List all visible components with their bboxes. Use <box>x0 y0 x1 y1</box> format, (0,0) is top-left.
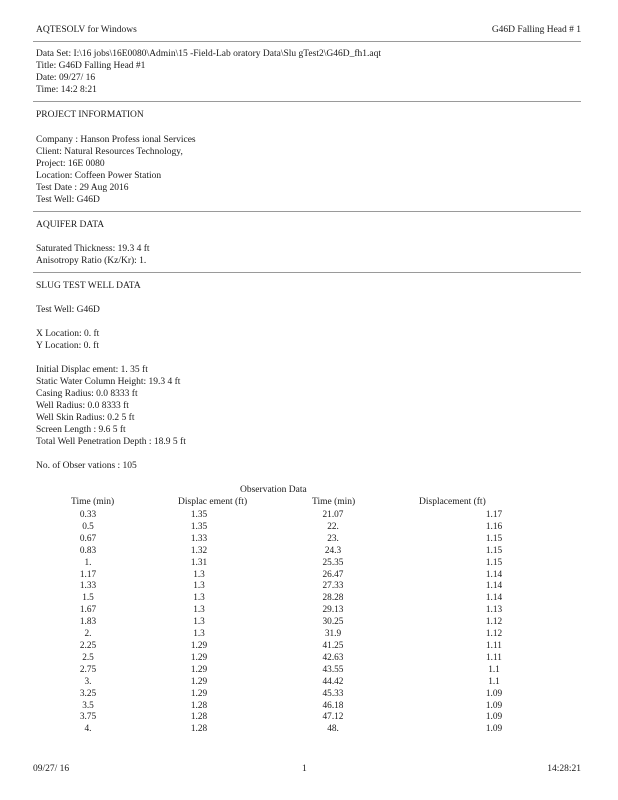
table-cell: 1.14 <box>485 569 503 580</box>
table-cell: 0.83 <box>79 545 97 556</box>
saturated-thickness: Saturated Thickness: 19.3 4 ft <box>36 244 150 254</box>
table-cell: 1.15 <box>485 533 503 544</box>
table-cell: 1.09 <box>485 688 503 699</box>
table-cell: 1.28 <box>190 712 208 723</box>
table-cell: 1.3 <box>193 605 205 616</box>
total-well-penetration-depth: Total Well Penetration Depth : 18.9 5 ft <box>36 437 186 447</box>
table-cell: 1.09 <box>485 712 503 723</box>
table-cell: 47.12 <box>322 712 344 723</box>
table-cell: 1.33 <box>190 533 208 544</box>
table-row <box>36 522 580 534</box>
observation-table <box>36 510 580 736</box>
section-title-slug-test-well: SLUG TEST WELL DATA <box>36 281 141 291</box>
table-cell: 1.67 <box>79 605 97 616</box>
table-cell: 1.15 <box>485 557 503 568</box>
table-cell: 24.3 <box>324 545 342 556</box>
table-cell: 41.25 <box>322 640 344 651</box>
table-cell: 27.33 <box>322 581 344 592</box>
column-header: Displacement (ft) <box>419 497 486 507</box>
table-row <box>36 558 580 570</box>
section-title-aquifer: AQUIFER DATA <box>36 220 105 230</box>
observation-table-title: Observation Data <box>240 485 307 495</box>
data-set-path: Data Set: I:\16 jobs\16E0080\Admin\15 -Field-Lab oratory Data\Slu gTest2\G46D_fh1.aqt <box>36 49 381 59</box>
table-cell: 1.29 <box>190 652 208 663</box>
section-title-project: PROJECT INFORMATION <box>36 110 144 120</box>
table-cell: 2. <box>84 629 92 640</box>
table-cell: 1.35 <box>190 521 208 532</box>
test-well: Test Well: G46D <box>36 195 100 205</box>
table-cell: 1.14 <box>485 581 503 592</box>
table-cell: 42.63 <box>322 652 344 663</box>
table-cell: 0.5 <box>82 521 94 532</box>
table-cell: 1.12 <box>485 617 503 628</box>
anisotropy-ratio: Anisotropy Ratio (Kz/Kr): 1. <box>36 256 147 266</box>
divider <box>33 101 581 102</box>
static-water-column-height: Static Water Column Height: 19.3 4 ft <box>36 377 181 387</box>
table-cell: 1.11 <box>486 652 502 663</box>
number-of-observations: No. of Obser vations : 105 <box>36 461 137 471</box>
table-row <box>36 546 580 558</box>
table-cell: 44.42 <box>322 676 344 687</box>
table-cell: 1.29 <box>190 664 208 675</box>
table-cell: 3.75 <box>79 712 97 723</box>
table-row <box>36 510 580 522</box>
table-cell: 4. <box>84 724 92 735</box>
table-cell: 2.5 <box>82 652 94 663</box>
table-row <box>36 641 580 653</box>
screen-length: Screen Length : 9.6 5 ft <box>36 425 126 435</box>
table-row <box>36 712 580 724</box>
table-cell: 1.15 <box>485 545 503 556</box>
table-cell: 1.32 <box>190 545 208 556</box>
table-cell: 1.14 <box>485 593 503 604</box>
table-row <box>36 581 580 593</box>
table-cell: 1.1 <box>488 664 500 675</box>
table-row <box>36 677 580 689</box>
table-cell: 31.9 <box>324 629 342 640</box>
company: Company : Hanson Profess ional Services <box>36 135 196 145</box>
table-row <box>36 570 580 582</box>
well-skin-radius: Well Skin Radius: 0.2 5 ft <box>36 413 135 423</box>
column-header: Displac ement (ft) <box>178 497 248 507</box>
table-cell: 23. <box>327 533 339 544</box>
table-cell: 2.25 <box>79 640 97 651</box>
test-date: Test Date : 29 Aug 2016 <box>36 183 129 193</box>
table-cell: 25.35 <box>322 557 344 568</box>
table-cell: 1.16 <box>485 521 503 532</box>
report-time: Time: 14:2 8:21 <box>36 85 97 95</box>
table-cell: 3. <box>84 676 92 687</box>
table-cell: 1.3 <box>193 581 205 592</box>
table-cell: 26.47 <box>322 569 344 580</box>
table-cell: 3.5 <box>82 700 94 711</box>
table-cell: 1.17 <box>79 569 97 580</box>
table-cell: 1.3 <box>193 593 205 604</box>
table-cell: 48. <box>327 724 339 735</box>
x-location: X Location: 0. ft <box>36 329 100 339</box>
table-row <box>36 724 580 736</box>
table-cell: 1.09 <box>485 700 503 711</box>
divider <box>33 211 581 212</box>
table-cell: 1.3 <box>193 629 205 640</box>
table-row <box>36 665 580 677</box>
report-title: G46D Falling Head # 1 <box>491 25 581 35</box>
casing-radius: Casing Radius: 0.0 8333 ft <box>36 389 138 399</box>
slug-test-well: Test Well: G46D <box>36 305 100 315</box>
table-cell: 29.13 <box>322 605 344 616</box>
table-cell: 45.33 <box>322 688 344 699</box>
table-row <box>36 689 580 701</box>
table-cell: 21.07 <box>322 510 344 520</box>
table-cell: 28.28 <box>322 593 344 604</box>
location: Location: Coffeen Power Station <box>36 171 162 181</box>
table-cell: 46.18 <box>322 700 344 711</box>
well-radius: Well Radius: 0.0 8333 ft <box>36 401 129 411</box>
test-title: Title: G46D Falling Head #1 <box>36 61 146 71</box>
table-row <box>36 701 580 713</box>
divider <box>33 272 581 273</box>
table-cell: 1.29 <box>190 688 208 699</box>
table-cell: 22. <box>327 521 339 532</box>
column-header: Time (min) <box>312 497 356 507</box>
table-cell: 1.3 <box>193 569 205 580</box>
table-row <box>36 593 580 605</box>
table-cell: 1. <box>84 557 92 568</box>
table-cell: 2.75 <box>79 664 97 675</box>
table-cell: 1.3 <box>193 617 205 628</box>
table-row <box>36 605 580 617</box>
project-number: Project: 16E 0080 <box>36 159 105 169</box>
table-cell: 30.25 <box>322 617 344 628</box>
table-cell: 0.67 <box>79 533 97 544</box>
page-number: 1 <box>302 764 307 774</box>
table-cell: 1.5 <box>82 593 94 604</box>
table-cell: 1.28 <box>190 700 208 711</box>
y-location: Y Location: 0. ft <box>36 341 99 351</box>
table-cell: 1.28 <box>190 724 208 735</box>
table-cell: 1.17 <box>485 510 503 520</box>
table-row <box>36 534 580 546</box>
divider <box>33 41 581 42</box>
table-row <box>36 617 580 629</box>
table-cell: 43.55 <box>322 664 344 675</box>
table-cell: 1.11 <box>486 640 502 651</box>
table-cell: 1.31 <box>190 557 208 568</box>
table-cell: 1.83 <box>79 617 97 628</box>
table-cell: 1.29 <box>190 676 208 687</box>
footer-date: 09/27/ 16 <box>33 764 70 774</box>
table-cell: 1.09 <box>485 724 503 735</box>
table-cell: 0.33 <box>79 510 97 520</box>
app-name: AQTESOLV for Windows <box>36 25 137 35</box>
footer-time: 14:28:21 <box>547 764 581 774</box>
table-cell: 1.33 <box>79 581 97 592</box>
table-row <box>36 653 580 665</box>
table-cell: 1.35 <box>190 510 208 520</box>
column-header: Time (min) <box>71 497 115 507</box>
table-cell: 1.12 <box>485 629 503 640</box>
table-row <box>36 629 580 641</box>
report-date: Date: 09/27/ 16 <box>36 73 96 83</box>
table-cell: 1.13 <box>485 605 503 616</box>
initial-displacement: Initial Displac ement: 1. 35 ft <box>36 365 148 375</box>
table-cell: 3.25 <box>79 688 97 699</box>
table-cell: 1.1 <box>488 676 500 687</box>
table-cell: 1.29 <box>190 640 208 651</box>
client: Client: Natural Resources Technology, <box>36 147 183 157</box>
